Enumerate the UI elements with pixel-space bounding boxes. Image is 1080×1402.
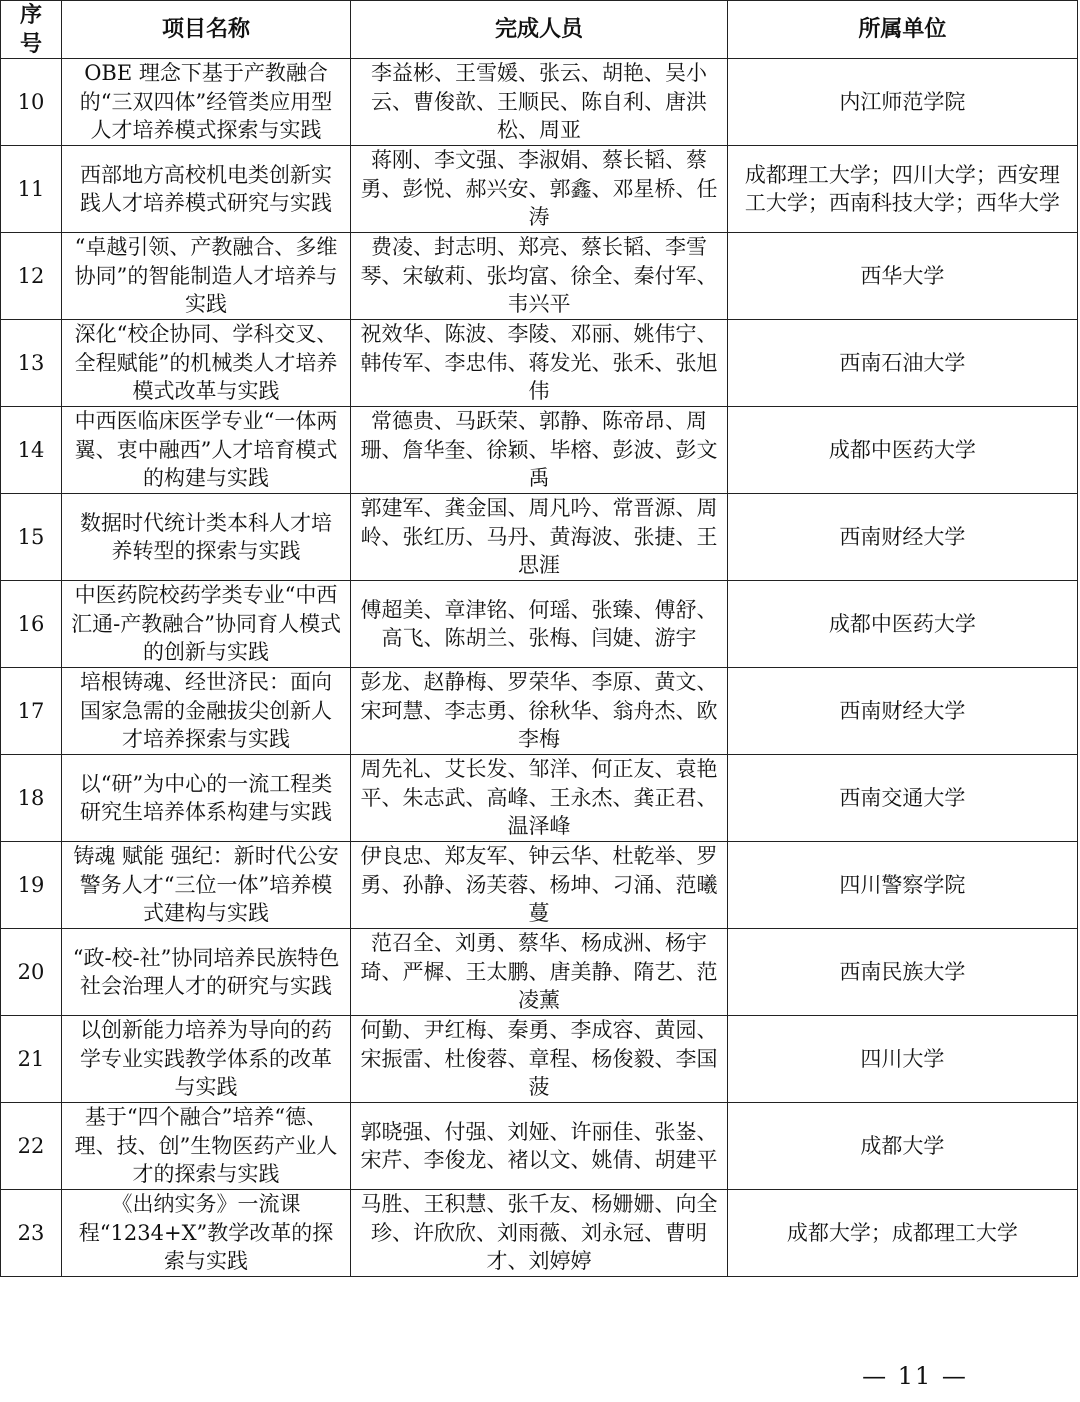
members-cell: 马胜、王积慧、张千友、杨姗姗、向全珍、许欣欣、刘雨薇、刘永冠、曹明才、刘婷婷 — [351, 1190, 728, 1277]
members-cell: 傅超美、章津铭、何瑶、张臻、傅舒、高飞、陈胡兰、张梅、闫婕、游宇 — [351, 581, 728, 668]
affiliation-cell: 西南财经大学 — [727, 668, 1077, 755]
affiliation-cell: 四川警察学院 — [727, 842, 1077, 929]
project-name-cell: 铸魂 赋能 强纪：新时代公安警务人才“三位一体”培养模式建构与实践 — [61, 842, 350, 929]
serial-number-cell: 10 — [1, 59, 62, 146]
project-name-cell: 西部地方高校机电类创新实践人才培养模式研究与实践 — [61, 146, 350, 233]
affiliation-cell: 四川大学 — [727, 1016, 1077, 1103]
serial-number-cell: 22 — [1, 1103, 62, 1190]
table-row — [1, 581, 1078, 668]
affiliation-cell: 成都理工大学；四川大学；西安理工大学；西南科技大学；西华大学 — [727, 146, 1077, 233]
affiliation-cell: 西南民族大学 — [727, 929, 1077, 1016]
affiliation-cell: 内江师范学院 — [727, 59, 1077, 146]
affiliation-cell: 成都中医药大学 — [727, 581, 1077, 668]
members-cell: 常德贵、马跃荣、郭静、陈帝昂、周珊、詹华奎、徐颖、毕榕、彭波、彭文禹 — [351, 407, 728, 494]
serial-number-cell: 16 — [1, 581, 62, 668]
serial-number-cell: 13 — [1, 320, 62, 407]
header-project-name: 项目名称 — [61, 1, 350, 59]
affiliation-cell: 西南石油大学 — [727, 320, 1077, 407]
project-name-cell: 数据时代统计类本科人才培养转型的探索与实践 — [61, 494, 350, 581]
table-row — [1, 233, 1078, 320]
serial-number-cell: 20 — [1, 929, 62, 1016]
table-row — [1, 842, 1078, 929]
table-row — [1, 929, 1078, 1016]
affiliation-cell: 成都大学 — [727, 1103, 1077, 1190]
members-cell: 彭龙、赵静梅、罗荣华、李原、黄文、宋珂慧、李志勇、徐秋华、翁舟杰、欧李梅 — [351, 668, 728, 755]
affiliation-cell: 西华大学 — [727, 233, 1077, 320]
serial-number-cell: 12 — [1, 233, 62, 320]
members-cell: 伊良忠、郑友军、钟云华、杜乾举、罗勇、孙静、汤芙蓉、杨坤、刁涌、范曦蔓 — [351, 842, 728, 929]
members-cell: 李益彬、王雪媛、张云、胡艳、吴小云、曹俊歆、王顺民、陈自利、唐洪松、周亚 — [351, 59, 728, 146]
project-name-cell: 深化“校企协同、学科交叉、全程赋能”的机械类人才培养模式改革与实践 — [61, 320, 350, 407]
project-name-cell: “卓越引领、产教融合、多维协同”的智能制造人才培养与实践 — [61, 233, 350, 320]
members-cell: 何勤、尹红梅、秦勇、李成容、黄园、宋振雷、杜俊蓉、章程、杨俊毅、李国菠 — [351, 1016, 728, 1103]
project-name-cell: 以创新能力培养为导向的药学专业实践教学体系的改革与实践 — [61, 1016, 350, 1103]
project-name-cell: “政-校-社”协同培养民族特色社会治理人才的研究与实践 — [61, 929, 350, 1016]
serial-number-cell: 18 — [1, 755, 62, 842]
serial-number-cell: 11 — [1, 146, 62, 233]
project-name-cell: OBE 理念下基于产教融合的“三双四体”经管类应用型人才培养模式探索与实践 — [61, 59, 350, 146]
project-name-cell: 基于“四个融合”培养“德、理、技、创”生物医药产业人才的探索与实践 — [61, 1103, 350, 1190]
project-name-cell: 《出纳实务》一流课程“1234+X”教学改革的探索与实践 — [61, 1190, 350, 1277]
page-number: — 11 — — [862, 1362, 968, 1390]
table-row — [1, 407, 1078, 494]
table-row — [1, 320, 1078, 407]
project-name-cell: 培根铸魂、经世济民：面向国家急需的金融拔尖创新人才培养探索与实践 — [61, 668, 350, 755]
serial-number-cell: 15 — [1, 494, 62, 581]
project-name-cell: 以“研”为中心的一流工程类研究生培养体系构建与实践 — [61, 755, 350, 842]
table-row — [1, 1190, 1078, 1277]
members-cell: 范召全、刘勇、蔡华、杨成洲、杨宇琦、严樨、王太鹏、唐美静、隋艺、范凌薰 — [351, 929, 728, 1016]
table-row — [1, 59, 1078, 146]
members-cell: 郭建军、龚金国、周凡吟、常晋源、周岭、张红历、马丹、黄海波、张捷、王思涯 — [351, 494, 728, 581]
table-header-row — [1, 1, 1078, 59]
header-serial-number: 序号 — [1, 1, 62, 59]
header-members: 完成人员 — [351, 1, 728, 59]
members-cell: 祝效华、陈波、李陵、邓丽、姚伟宁、韩传军、李忠伟、蒋发光、张禾、张旭伟 — [351, 320, 728, 407]
table-row — [1, 1103, 1078, 1190]
affiliation-cell: 成都大学；成都理工大学 — [727, 1190, 1077, 1277]
serial-number-cell: 21 — [1, 1016, 62, 1103]
table-row — [1, 494, 1078, 581]
header-affiliation: 所属单位 — [727, 1, 1077, 59]
members-cell: 费凌、封志明、郑亮、蔡长韬、李雪琴、宋敏莉、张均富、徐全、秦付军、韦兴平 — [351, 233, 728, 320]
affiliation-cell: 西南财经大学 — [727, 494, 1077, 581]
table-row — [1, 668, 1078, 755]
members-cell: 郭晓强、付强、刘娅、许丽佳、张崟、宋芹、李俊龙、褚以文、姚倩、胡建平 — [351, 1103, 728, 1190]
project-name-cell: 中西医临床医学专业“一体两翼、衷中融西”人才培育模式的构建与实践 — [61, 407, 350, 494]
serial-number-cell: 19 — [1, 842, 62, 929]
table-row — [1, 146, 1078, 233]
serial-number-cell: 17 — [1, 668, 62, 755]
members-cell: 蒋刚、李文强、李淑娟、蔡长韬、蔡勇、彭悦、郝兴安、郭鑫、邓星桥、任涛 — [351, 146, 728, 233]
project-name-cell: 中医药院校药学类专业“中西汇通-产教融合”协同育人模式的创新与实践 — [61, 581, 350, 668]
affiliation-cell: 成都中医药大学 — [727, 407, 1077, 494]
serial-number-cell: 23 — [1, 1190, 62, 1277]
table-row — [1, 1016, 1078, 1103]
table-row — [1, 755, 1078, 842]
serial-number-cell: 14 — [1, 407, 62, 494]
members-cell: 周先礼、艾长发、邹洋、何正友、袁艳平、朱志武、高峰、王永杰、龚正君、温泽峰 — [351, 755, 728, 842]
affiliation-cell: 西南交通大学 — [727, 755, 1077, 842]
